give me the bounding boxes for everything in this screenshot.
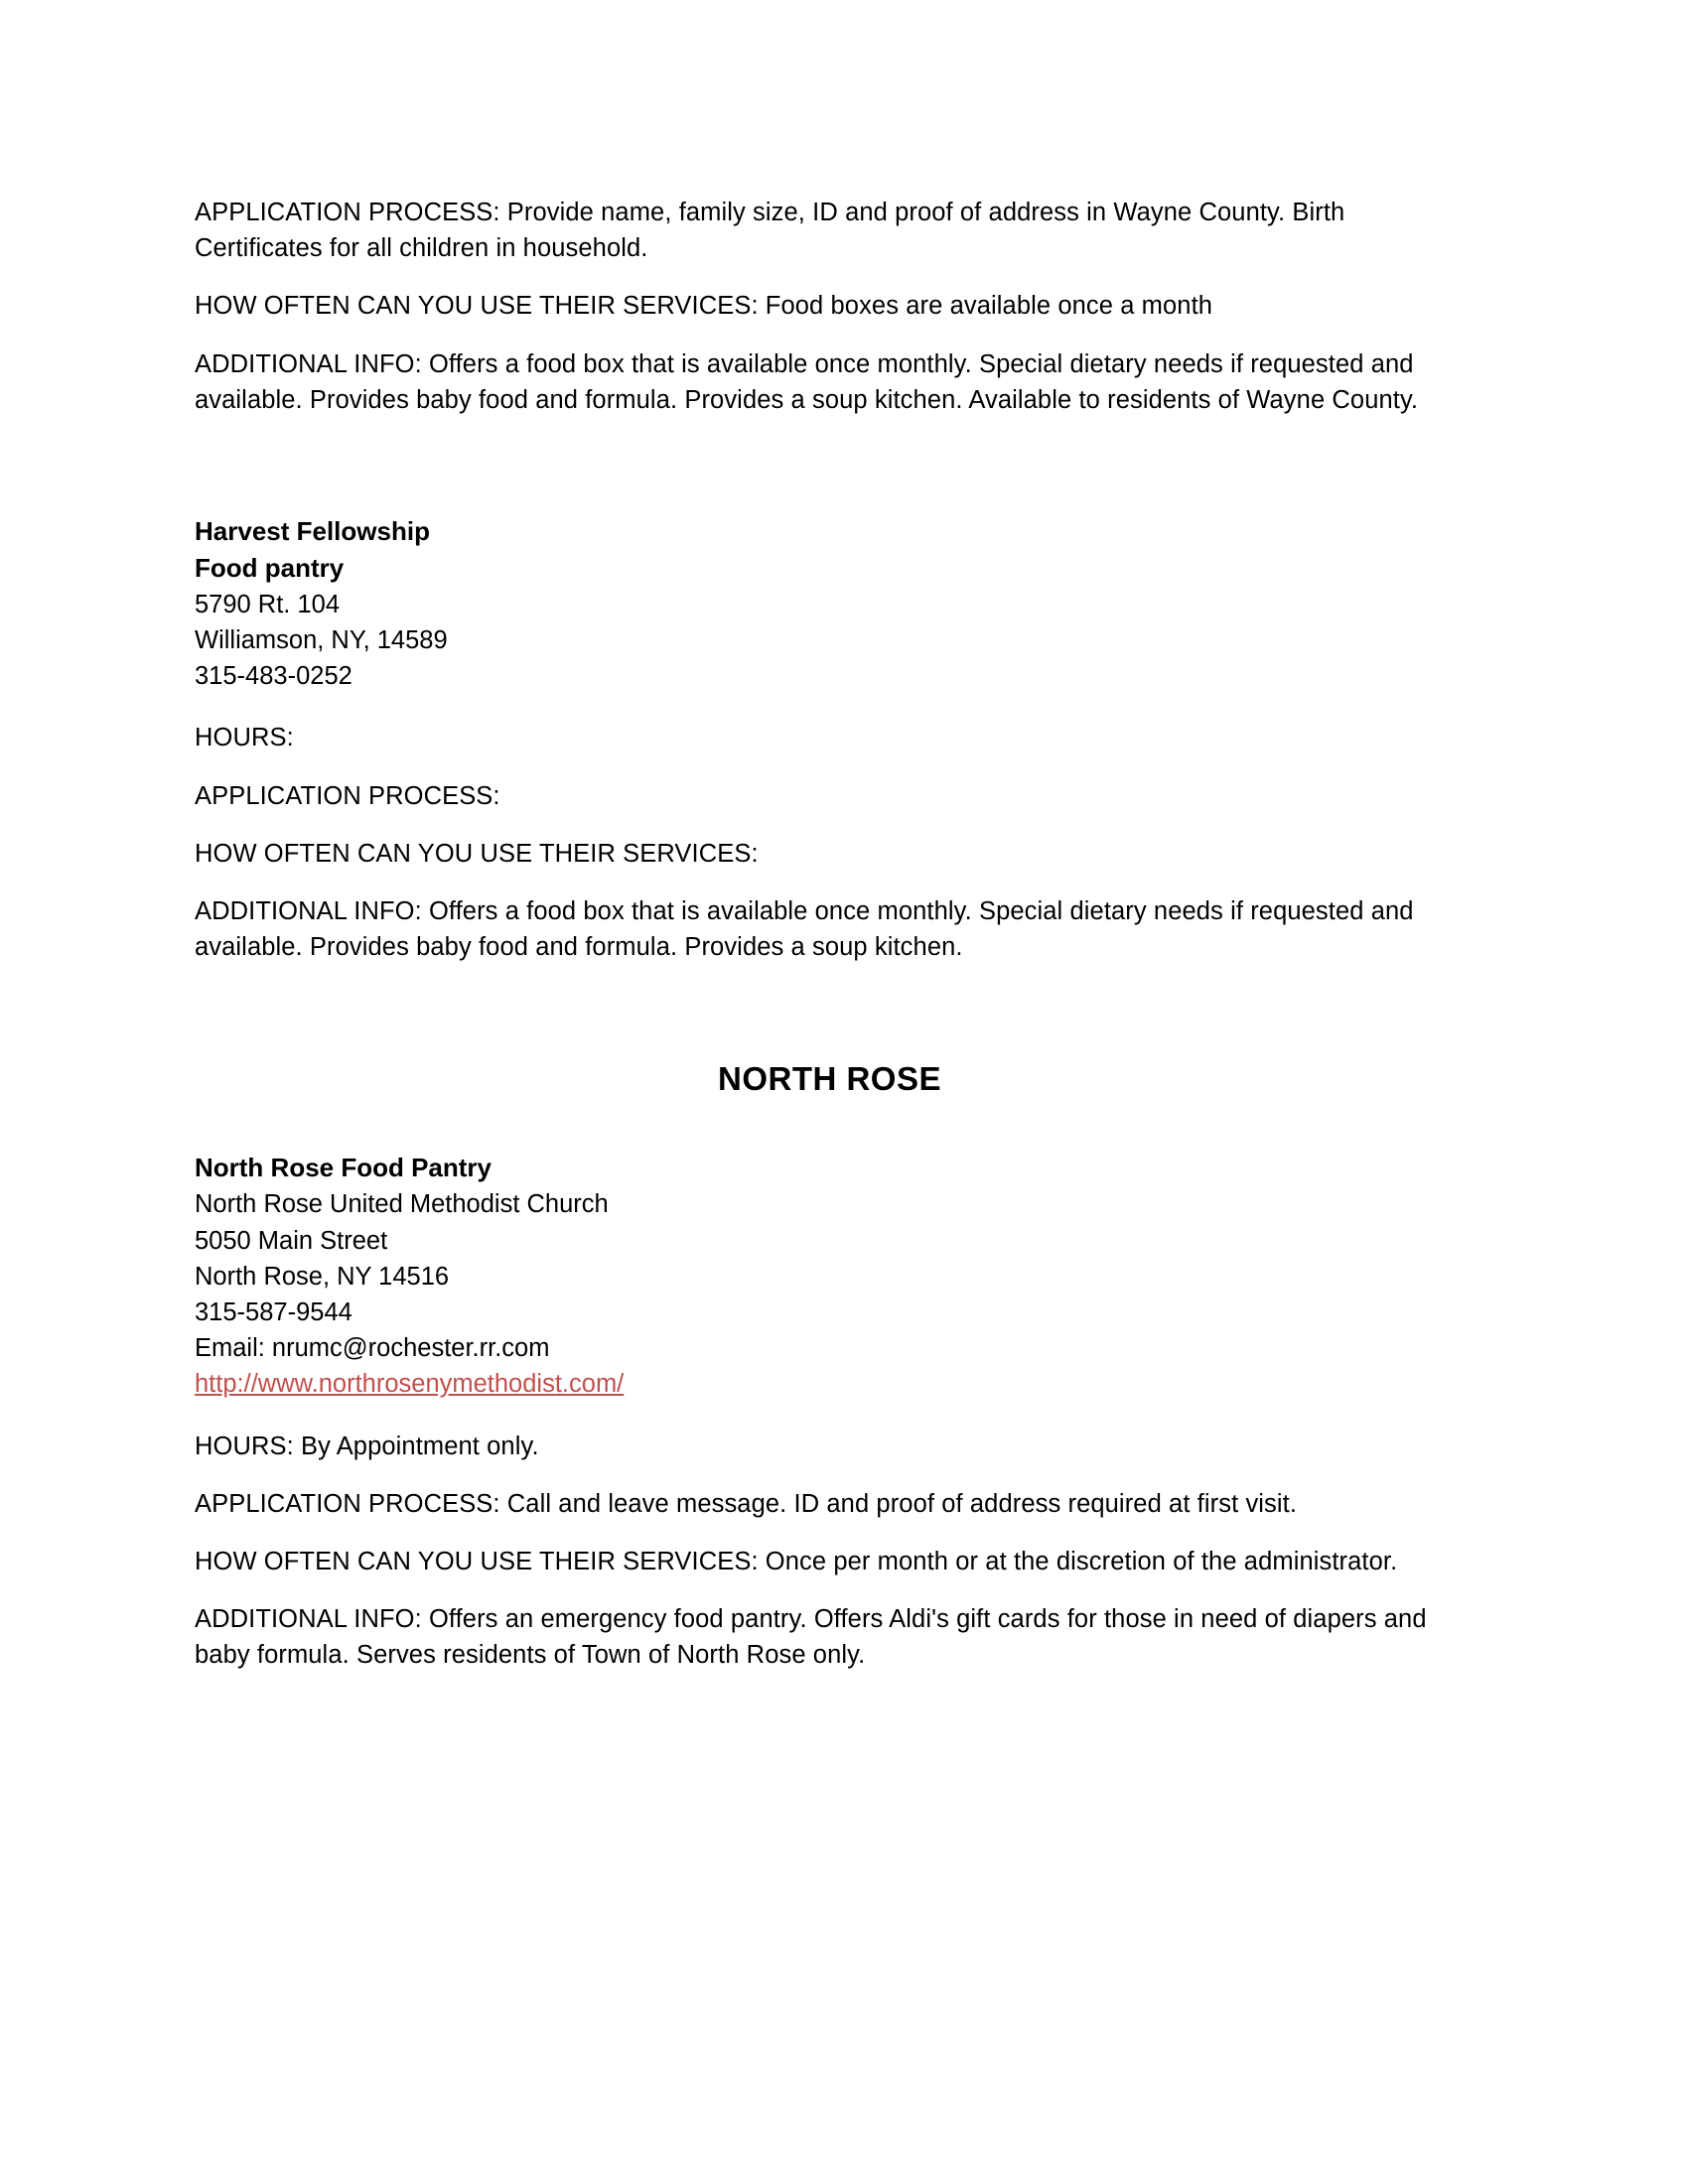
north-rose-website-link[interactable]: http://www.northrosenymethodist.com/: [195, 1370, 625, 1399]
north-rose-application-process-paragraph: APPLICATION PROCESS: Call and leave message. ID and proof of address required at first visit.: [195, 1489, 1298, 1518]
north-rose-email: Email: nrumc@rochester.rr.com: [195, 1334, 550, 1363]
harvest-fellowship-city: Williamson, NY, 14589: [195, 626, 448, 655]
north-rose-city: North Rose, NY 14516: [195, 1262, 450, 1291]
section-spacer: [195, 440, 1475, 513]
harvest-fellowship-phone: 315-483-0252: [195, 662, 352, 691]
harvest-how-often-paragraph: HOW OFTEN CAN YOU USE THEIR SERVICES:: [195, 839, 759, 868]
north-rose-website-line: [195, 1366, 1475, 1402]
section-title-spacer: [195, 987, 1475, 1060]
harvest-application-process-paragraph: APPLICATION PROCESS:: [195, 781, 500, 810]
entry-harvest-fellowship: [195, 513, 1475, 965]
north-rose-title: North Rose Food Pantry: [195, 1153, 492, 1183]
additional-info-paragraph: ADDITIONAL INFO: Offers a food box that is available once monthly. Special dietary needs if requested and available. Provides baby food and formula. Provides a soup kitchen. Available to residents of Wayne County.: [195, 349, 1419, 414]
harvest-fellowship-street: 5790 Rt. 104: [195, 590, 341, 618]
harvest-fellowship-subtitle: Food pantry: [195, 552, 345, 583]
entry-previous-pantry: [195, 195, 1475, 418]
after-title-spacer: [195, 1098, 1475, 1150]
harvest-additional-info-paragraph: ADDITIONAL INFO: Offers a food box that is available once monthly. Special dietary needs if requested and available. Provides baby food and formula. Provides a soup kitchen.: [195, 897, 1414, 962]
section-heading-north-rose: NORTH ROSE: [717, 1060, 941, 1098]
address-spacer: [195, 694, 1475, 720]
north-rose-address-spacer: [195, 1403, 1475, 1429]
north-rose-phone: 315-587-9544: [195, 1297, 352, 1326]
north-rose-church: North Rose United Methodist Church: [195, 1190, 609, 1219]
application-process-paragraph: APPLICATION PROCESS: Provide name, family size, ID and proof of address in Wayne County. Birth Certificates for all children in household.: [195, 199, 1345, 263]
harvest-hours-paragraph: HOURS:: [195, 724, 294, 752]
north-rose-additional-info-paragraph: ADDITIONAL INFO: Offers an emergency food pantry. Offers Aldi's gift cards for those in need of diapers and baby formula. Serves residents of Town of North Rose only.: [195, 1605, 1427, 1670]
harvest-fellowship-title: Harvest Fellowship: [195, 516, 430, 547]
north-rose-how-often-paragraph: HOW OFTEN CAN YOU USE THEIR SERVICES: Once per month or at the discretion of the administrator.: [195, 1547, 1398, 1575]
how-often-paragraph: HOW OFTEN CAN YOU USE THEIR SERVICES: Food boxes are available once a month: [195, 292, 1213, 321]
entry-north-rose-food-pantry: [195, 1150, 1475, 1673]
north-rose-street: 5050 Main Street: [195, 1226, 388, 1255]
north-rose-hours-paragraph: HOURS: By Appointment only.: [195, 1432, 539, 1460]
